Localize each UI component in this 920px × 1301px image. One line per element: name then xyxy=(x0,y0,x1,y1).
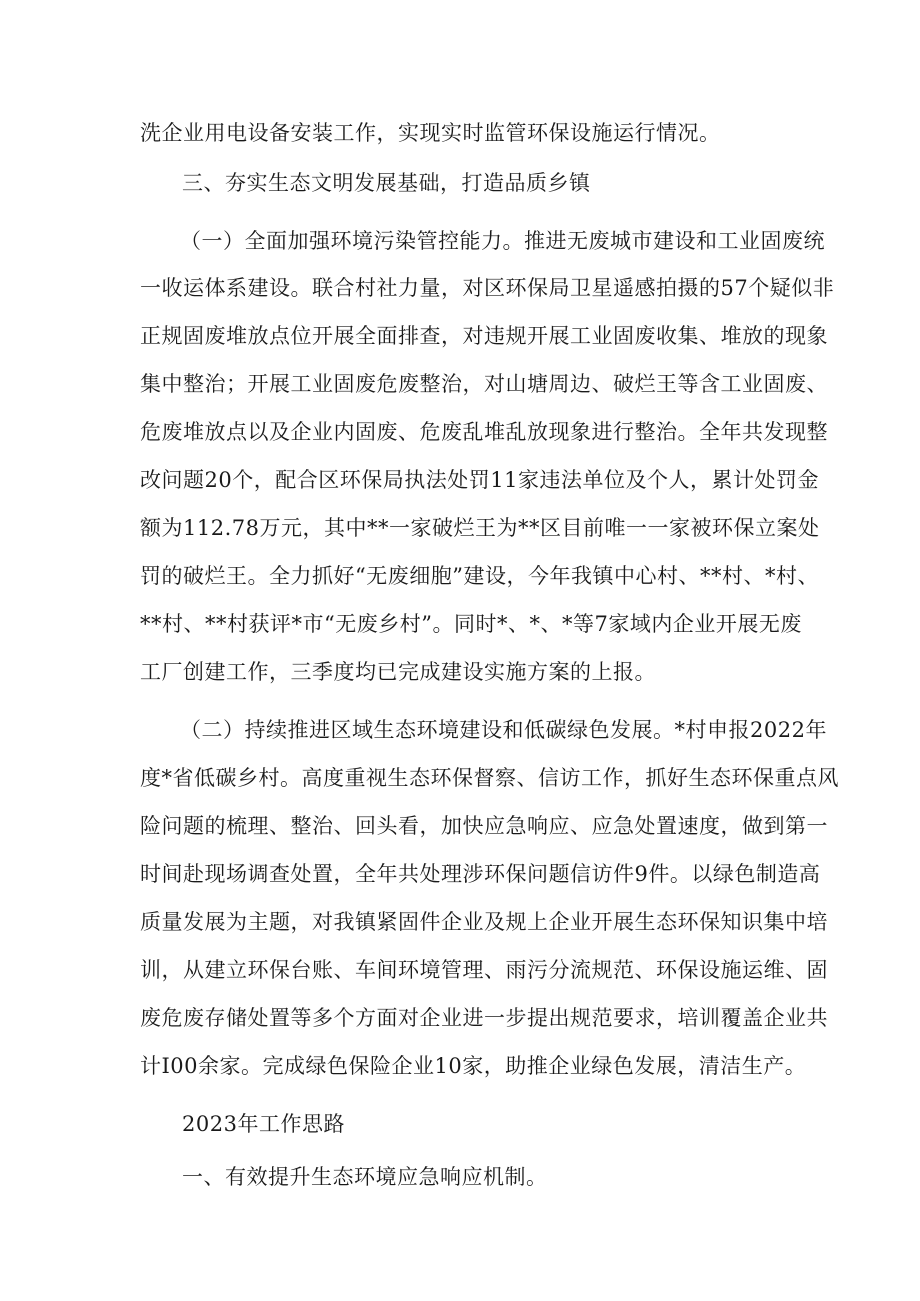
paragraph-line: 额为112.78万元，其中**一家破烂王为**区目前唯一一家被环保立案处 xyxy=(140,516,820,540)
paragraph-line: 险问题的梳理、整治、回头看，加快应急响应、应急处置速度，做到第一 xyxy=(140,814,828,838)
paragraph-line: 废危废存储处置等多个方面对企业进一步提出规范要求，培训覆盖企业共 xyxy=(140,1006,828,1030)
paragraph-line: 一收运体系建设。联合村社力量，对区环保局卫星遥感拍摄的57个疑似非 xyxy=(140,276,835,300)
section-heading: 2023年工作思路 xyxy=(182,1112,345,1136)
paragraph-line: 质量发展为主题，对我镇紧固件企业及规上企业开展生态环保知识集中培 xyxy=(140,910,828,934)
paragraph-line: 正规固废堆放点位开展全面排查，对违规开展工业固废收集、堆放的现象 xyxy=(140,324,828,348)
paragraph-line: 集中整治；开展工业固废危废整治，对山塘周边、破烂王等含工业固废、 xyxy=(140,372,828,396)
paragraph-line: 改问题20个，配合区环保局执法处罚11家违法单位及个人，累计处罚金 xyxy=(140,468,819,492)
paragraph-line: 度*省低碳乡村。高度重视生态环保督察、信访工作，抓好生态环保重点风 xyxy=(140,766,839,790)
paragraph-line: 训，从建立环保台账、车间环境管理、雨污分流规范、环保设施运维、固 xyxy=(140,958,828,982)
paragraph-line: （二）持续推进区域生态环境建设和低碳绿色发展。*村申报2022年 xyxy=(180,718,827,742)
paragraph-line: 危废堆放点以及企业内固废、危废乱堆乱放现象进行整治。全年共发现整 xyxy=(140,420,828,444)
paragraph-line: 工厂创建工作，三季度均已完成建设实施方案的上报。 xyxy=(140,660,656,684)
section-heading: 三、夯实生态文明发展基础，打造品质乡镇 xyxy=(182,171,591,195)
paragraph-line: （一）全面加强环境污染管控能力。推进无废城市建设和工业固废统 xyxy=(180,229,825,253)
paragraph-line: **村、**村获评*市“无废乡村”。同时*、*、*等7家域内企业开展无废 xyxy=(140,612,802,636)
paragraph-line: 计I00余家。完成绿色保险企业10家，助推企业绿色发展，清洁生产。 xyxy=(140,1054,807,1078)
section-heading: 一、有效提升生态环境应急响应机制。 xyxy=(182,1165,548,1189)
paragraph-line: 时间赴现场调查处置，全年共处理涉环保问题信访件9件。以绿色制造高 xyxy=(140,862,821,886)
paragraph-line: 罚的破烂王。全力抓好“无废细胞”建设，今年我镇中心村、**村、*村、 xyxy=(140,564,819,588)
paragraph-line: 洗企业用电设备安装工作，实现实时监管环保设施运行情况。 xyxy=(140,121,721,145)
